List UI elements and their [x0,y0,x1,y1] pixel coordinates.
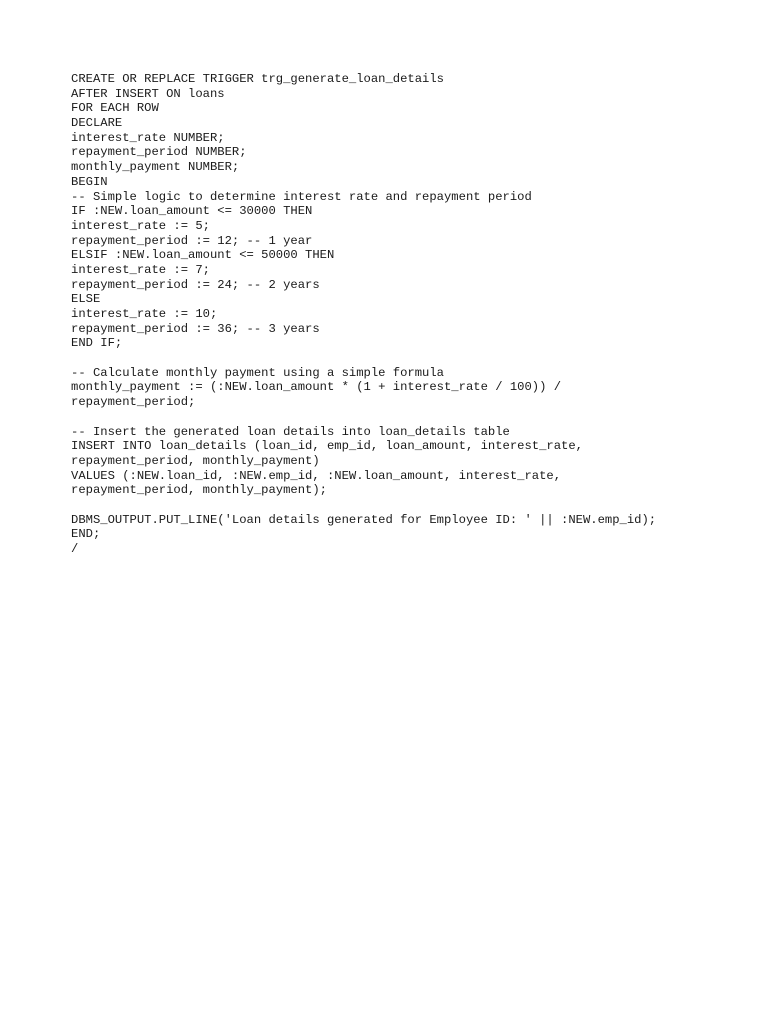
code-comment: -- Calculate monthly payment using a simple formula [71,365,444,380]
code-line: FOR EACH ROW [71,101,159,116]
code-line: repayment_period := 36; -- 3 years [71,321,320,336]
code-line: interest_rate := 5; [71,218,210,233]
code-line: repayment_period := 12; -- 1 year [71,233,313,248]
code-line: repayment_period; [71,395,196,410]
code-line: END; [71,527,101,542]
code-comment: -- Simple logic to determine interest rate and repayment period [71,189,532,204]
code-line: AFTER INSERT ON loans [71,86,225,101]
code-line: VALUES (:NEW.loan_id, :NEW.emp_id, :NEW.loan_amount, interest_rate, [71,468,562,483]
code-line: monthly_payment NUMBER; [71,160,240,175]
blank-line [71,410,751,425]
blank-line [71,351,751,366]
code-line: END IF; [71,336,123,351]
code-line: IF :NEW.loan_amount <= 30000 THEN [71,204,313,219]
code-line: / [71,542,79,556]
code-line: interest_rate := 7; [71,262,210,277]
code-line: ELSE [71,292,101,307]
code-line: repayment_period, monthly_payment); [71,483,327,498]
code-line: interest_rate := 10; [71,307,218,321]
code-comment: -- Insert the generated loan details into loan_details table [71,424,510,439]
code-line: repayment_period NUMBER; [71,145,247,160]
code-line: repayment_period, monthly_payment) [71,453,320,468]
sql-trigger-code [71,72,751,557]
code-line: BEGIN [71,174,108,189]
code-line: ELSIF :NEW.loan_amount <= 50000 THEN [71,248,335,263]
code-line: DBMS_OUTPUT.PUT_LINE('Loan details generated for Employee ID: ' || :NEW.emp_id); [71,512,657,527]
code-line: CREATE OR REPLACE TRIGGER trg_generate_loan_details [71,72,444,86]
code-line: repayment_period := 24; -- 2 years [71,277,320,292]
code-line: monthly_payment := (:NEW.loan_amount * (1 + interest_rate / 100)) / [71,380,562,395]
code-line: interest_rate NUMBER; [71,130,225,145]
blank-line [71,498,751,513]
code-line: INSERT INTO loan_details (loan_id, emp_id, loan_amount, interest_rate, [71,439,583,454]
code-line: DECLARE [71,116,123,131]
